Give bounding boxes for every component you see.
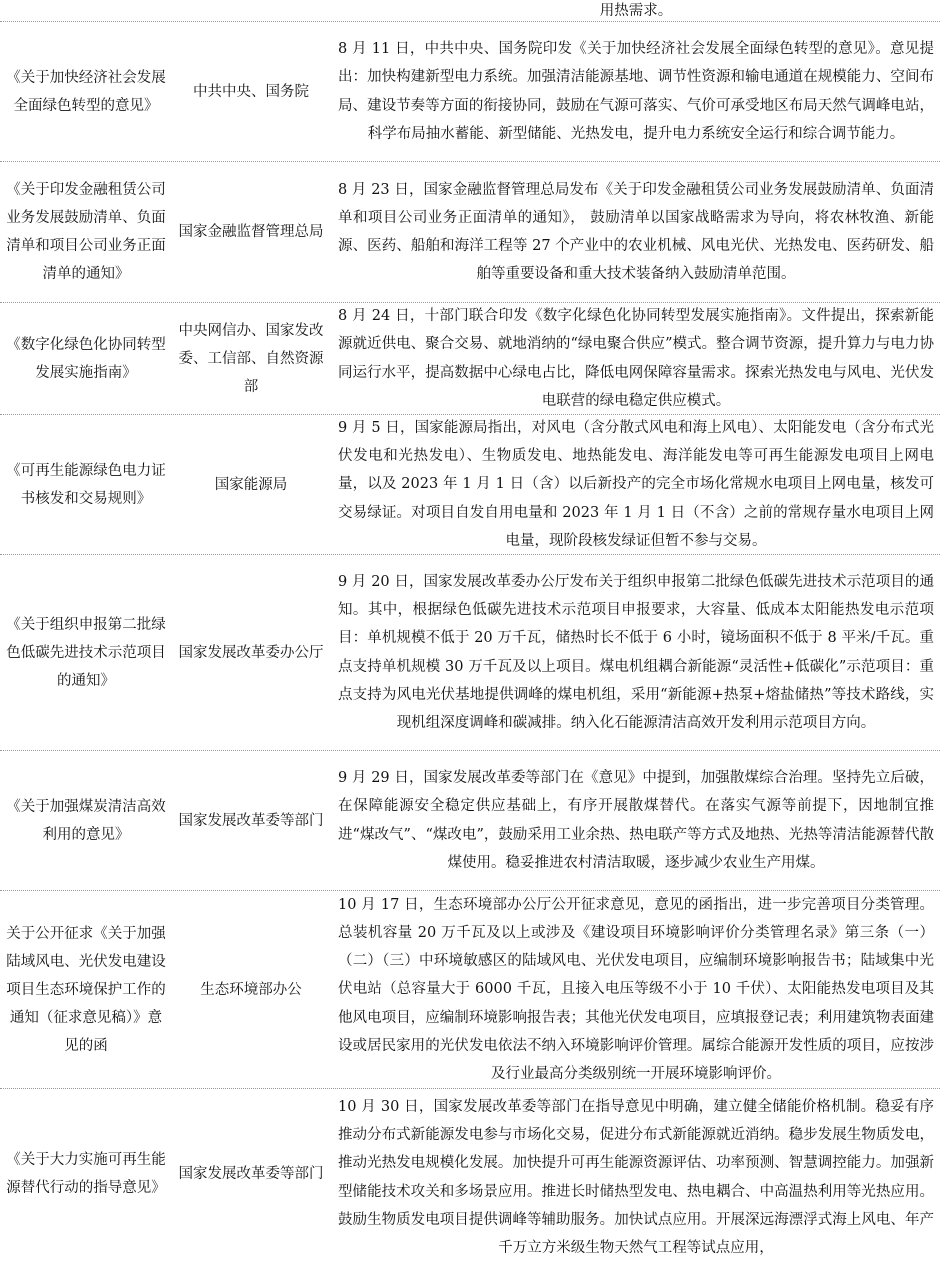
table-row [0, 891, 940, 1089]
content-cell: 9 月 5 日，国家能源局指出，对风电（含分散式风电和海上风电）、太阳能发电（含分布式光伏发电和光热发电）、生物质发电、地热能发电、海洋能发电等可再生能源发电项目上网电量，以及 2023 年 1 月 1 日（含）以后新投产的完全市场化常规水电项目上网电量，核发可交易绿证。对项目自发自用电量和 2023 年 1 月 1 日（不含）之前的常规存量水电项目上网电量，现阶段核发绿证但暂不参与交易。 [338, 420, 934, 549]
document-name-cell: 《数字化绿色化协同转型发展实施指南》 [6, 336, 166, 381]
document-name-cell: 《可再生能源绿色电力证书核发和交易规则》 [6, 462, 166, 507]
issuer-cell [172, 0, 330, 21]
issuer-cell: 国家发展改革委办公厅 [178, 644, 324, 661]
content-cell: 8 月 24 日，十部门联合印发《数字化绿色化协同转型发展实施指南》。文件提出，探索新能源就近供电、聚合交易、就地消纳的“绿电聚合供应”模式。整合调节资源，提升算力与电力协同运行水平，提高数据中心绿电占比，降低电网保障容量需求。探索光热发电与风电、光伏发电联营的绿电稳定供应模式。 [338, 308, 934, 409]
content-cell: 8 月 11 日，中共中央、国务院印发《关于加快经济社会发展全面绿色转型的意见》。意见提出：加快构建新型电力系统。加强清洁能源基地、调节性资源和输电通道在规模能力、空间布局、建设节奏等方面的衔接协同，鼓励在气源可落实、气价可承受地区布局天然气调峰电站，科学布局抽水蓄能、新型储能、光热发电，提升电力系统安全运行和综合调节能力。 [338, 41, 934, 142]
table-row [0, 303, 940, 415]
document-name-cell: 《关于印发金融租赁公司业务发展鼓励清单、负面清单和项目公司业务正面清单的通知》 [6, 182, 166, 282]
table-row [0, 162, 940, 303]
document-name-cell: 关于公开征求《关于加强陆域风电、光伏发电建设项目生态环境保护工作的通知（征求意见稿）》意见的函 [6, 925, 166, 1054]
content-cell: 用热需求。 [599, 3, 673, 19]
issuer-cell: 国家金融监督管理总局 [178, 224, 324, 240]
document-name-cell: 《关于组织申报第二批绿色低碳先进技术示范项目的通知》 [6, 616, 166, 689]
content-cell: 10 月 17 日，生态环境部办公厅公开征求意见，意见的函指出，进一步完善项目分类管理。总装机容量 20 万千瓦及以上或涉及《建设项目环境影响评价分类管理名录》第三条（一）（二）（三）中环境敏感区的陆域风电、光伏发电项目，应编制环境影响报告书；陆域集中光伏电站（总容量大于 6000 千瓦，且接入电压等级不小于 10 千伏）、太阳能热发电项目及其他风电项目，应编制环境影响报告表；其他光伏发电项目，应填报登记表；利用建筑物表面建设或居民家用的光伏发电依法不纳入环境影响评价管理。属综合能源开发性质的项目，应按涉及行业最高分类级别统一开展环境影响评价。 [338, 896, 934, 1083]
document-name-cell: 《关于加快经济社会发展全面绿色转型的意见》 [6, 69, 166, 114]
document-name-cell: 《关于加强煤炭清洁高效利用的意见》 [6, 798, 166, 843]
table-row [0, 0, 940, 22]
issuer-cell: 生态环境部办公 [200, 981, 302, 998]
table-row [0, 22, 940, 162]
table-row [0, 555, 940, 751]
document-name-cell [0, 0, 172, 21]
table-row [0, 751, 940, 891]
document-name-cell: 《关于大力实施可再生能源替代行动的指导意见》 [6, 1152, 166, 1196]
content-cell: 9 月 29 日，国家发展改革委等部门在《意见》中提到，加强散煤综合治理。坚持先立后破，在保障能源安全稳定供应基础上，有序开展散煤替代。在落实气源等前提下，因地制宜推进“煤改气”、“煤改电”，鼓励采用工业余热、热电联产等方式及地热、光热等清洁能源替代散煤使用。稳妥推进农村清洁取暖，逐步减少农业生产用煤。 [338, 770, 934, 871]
issuer-cell: 国家能源局 [214, 476, 288, 493]
content-cell: 10 月 30 日，国家发展改革委等部门在指导意见中明确，建立健全储能价格机制。稳妥有序推动分布式新能源发电参与市场化交易，促进分布式新能源就近消纳。稳步发展生物质发电，推动光热发电规模化发展。加快提升可再生能源资源评估、功率预测、智慧调控能力。加强新型储能技术攻关和多场景应用。推进长时储热型发电、热电耦合、中高温热利用等光热应用。鼓励生物质发电项目提供调峰等辅助服务。加快试点应用。开展深远海漂浮式海上风电、年产千万立方米级生物天然气工程等试点应用， [338, 1099, 934, 1257]
issuer-cell: 中央网信办、国家发改委、工信部、自然资源部 [178, 322, 324, 395]
table-row [0, 415, 940, 555]
issuer-cell: 国家发展改革委等部门 [178, 1166, 324, 1182]
table-row [0, 1089, 940, 1259]
issuer-cell: 中共中央、国务院 [193, 83, 309, 100]
content-cell: 8 月 23 日，国家金融监督管理总局发布《关于印发金融租赁公司业务发展鼓励清单、负面清单和项目公司业务正面清单的通知》， 鼓励清单以国家战略需求为导向，将农林牧渔、新能源、医药、船舶和海洋工程等 27 个产业中的农业机械、风电光伏、光热发电、医药研发、船舶等重要设备和重大技术装备纳入鼓励清单范围。 [338, 181, 934, 283]
content-cell: 9 月 20 日，国家发展改革委办公厅发布关于组织申报第二批绿色低碳先进技术示范项目的通知。其中，根据绿色低碳先进技术示范项目申报要求，大容量、低成本太阳能热发电示范项目：单机规模不低于 20 万千瓦，储热时长不低于 6 小时，镜场面积不低于 8 平米/千瓦。重点支持单机规模 30 万千瓦及以上项目。煤电机组耦合新能源“灵活性+低碳化”示范项目：重点支持为风电光伏基地提供调峰的煤电机组，采用“新能源+热泵+熔盐储热”等技术路线，实现机组深度调峰和碳减排。纳入化石能源清洁高效开发利用示范项目方向。 [338, 573, 935, 731]
issuer-cell: 国家发展改革委等部门 [178, 812, 324, 829]
